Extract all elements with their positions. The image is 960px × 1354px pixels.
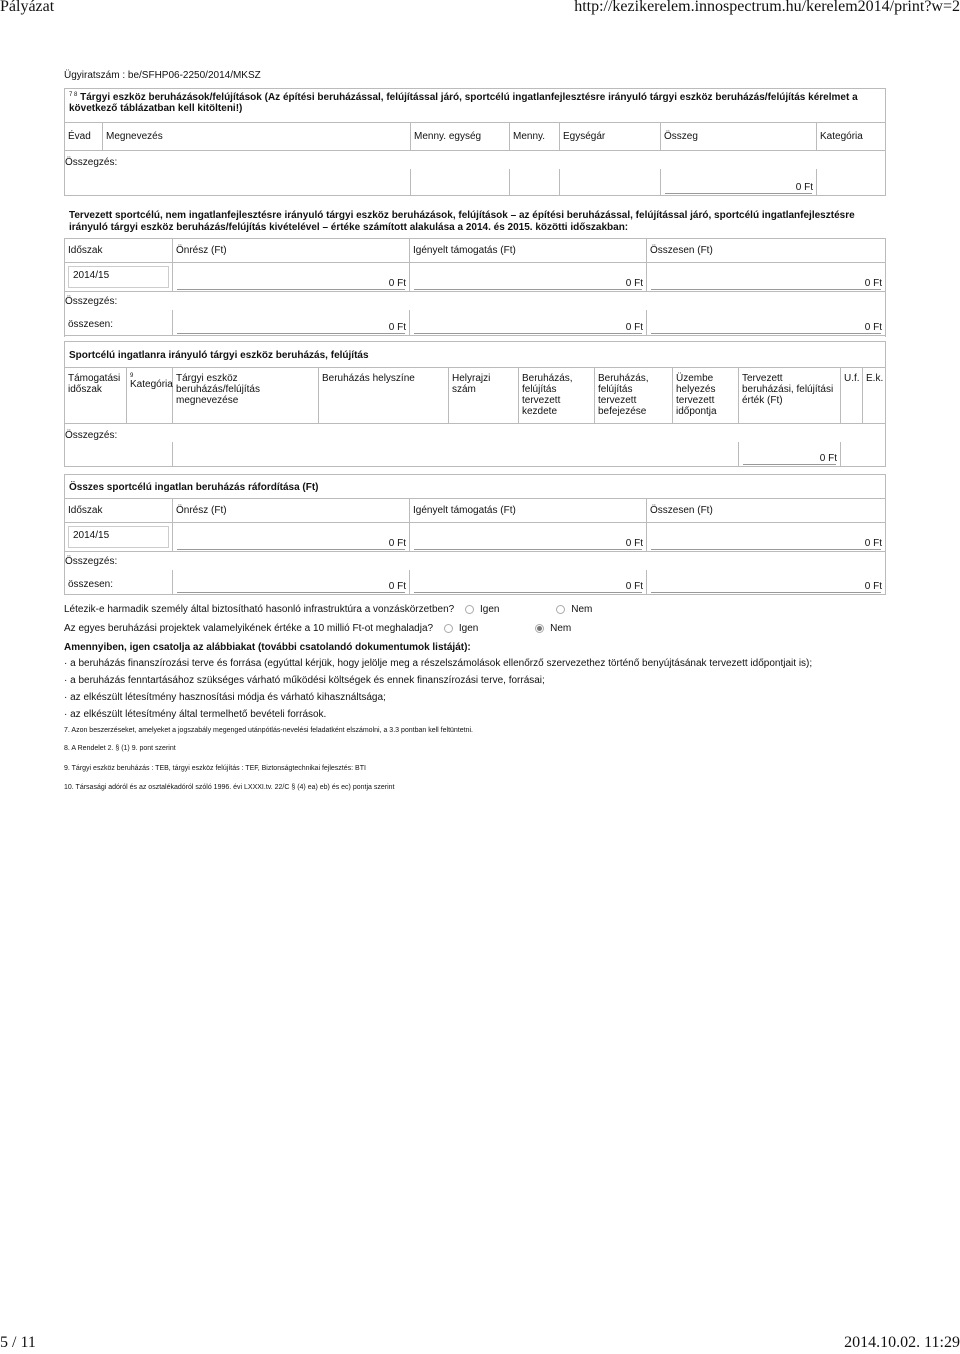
col-header: Beruházás helyszíne [319,368,449,423]
section2-title: Tervezett sportcélú, nem ingatlanfejlesztésre irányuló tárgyi eszköz beruházások, felújítások – az építési beruházással, felújítással járó, sportcélú ingatlanfejlesztésre irányuló tárgyi eszköz beruházás/felújítás kivételével – értéke számított alakulása a 2014. és 2015. közötti időszakban: [69,210,855,233]
col-header: E.k. [866,373,884,384]
own-total: 0 Ft [388,581,406,592]
period-input[interactable]: 2014/15 [68,266,169,288]
own-total: 0 Ft [388,322,406,333]
col-header: Beruházás, felújítás tervezett kezdete [519,368,595,423]
col-header: Üzembe helyezés tervezett időpontja [673,368,739,423]
summary-value: 0 Ft [819,453,837,464]
col-header: Megnevezés [103,123,411,150]
own-value: 0 Ft [388,538,406,549]
page-number: 5 / 11 [0,1334,36,1351]
col-header-category: 9 Kategória [127,368,173,423]
summary-value: 0 Ft [795,182,813,193]
col-header: Időszak [65,499,173,522]
col-header: Tárgyi eszköz beruházás/felújítás megnevezése [173,368,319,423]
total-value: 0 Ft [864,538,882,549]
radio-yes[interactable] [465,605,474,614]
file-number: Ügyiratszám : be/SFHP06-2250/2014/MKSZ [64,70,261,81]
col-header: Kategória [820,131,863,142]
col-header: Évad [65,123,103,150]
grand-total: 0 Ft [864,322,882,333]
requested-value: 0 Ft [625,278,643,289]
attachment-item: · a beruházás finanszírozási terve és forrása (egyúttal kérjük, hogy jelölje meg a részelszámolások ellenőrző szervezethez történő benyújtásának tervezett időpontjait is); [64,658,813,669]
question-infrastructure: Létezik-e harmadik személy által biztosítható hasonló infrastruktúra a vonzáskörzetben? Igen Nem [64,604,593,615]
col-header: Igényelt támogatás (Ft) [410,499,647,522]
section-title: Összes sportcélú ingatlan beruházás ráfordítása (Ft) [69,482,319,493]
requested-value: 0 Ft [625,538,643,549]
own-value: 0 Ft [388,278,406,289]
section-title: Sportcélú ingatlanra irányuló tárgyi eszköz beruházás, felújítás [69,350,369,361]
footnote: 9. Tárgyi eszköz beruházás : TEB, tárgyi eszköz felújítás : TEF, Biztonságtechnikai fejlesztés: BTI [64,765,366,772]
col-header: Menny. [510,123,560,150]
summary-label: Összegzés: [65,430,118,441]
col-header: Igényelt támogatás (Ft) [410,239,647,262]
col-header: Összesen (Ft) [650,505,713,516]
print-date: 2014.10.02. 11:29 [844,1334,960,1351]
attachment-item: · a beruházás fenntartásához szükséges várható működési költségek és ennek finanszírozási terve, forrásai; [64,675,545,686]
footnote: 8. A Rendelet 2. § (1) 9. pont szerint [64,745,176,752]
col-header: Támogatási időszak [65,368,127,423]
summary-sum [661,169,817,195]
requested-total: 0 Ft [625,581,643,592]
footnote: 7. Azon beszerzéseket, amelyeket a jogszabály megenged utánpótlás-nevelési feladatként elszámolni, a 3.3 pontban kell feltüntetni. [64,727,473,734]
radio-no[interactable] [535,624,544,633]
header-title: Pályázat [0,0,55,15]
requested-total: 0 Ft [625,322,643,333]
header-url: http://kezikerelem.innospectrum.hu/kerelem2014/print?w=2 [574,0,960,15]
grand-total: 0 Ft [864,581,882,592]
total-label: összesen: [65,310,173,335]
footnote-ref: 7 8 [69,92,78,98]
question-project-value: Az egyes beruházási projektek valamelyikének értéke a 10 millió Ft-ot meghaladja? Igen Nem [64,623,572,634]
equipment-section [64,88,886,196]
radio-no[interactable] [556,605,565,614]
summary-label: Összegzés: [65,556,118,567]
attachments-title: Amennyiben, igen csatolja az alábbiakat (további csatolandó dokumentumok listáját): [64,642,471,653]
summary-label: Összegzés: [65,296,118,307]
col-header: Helyrajzi szám [449,368,519,423]
attachment-item: · az elkészült létesítmény által termelhető bevételi források. [64,709,327,720]
period-input[interactable]: 2014/15 [68,526,169,548]
footnote: 10. Társasági adóról és az osztalékadóról szóló 1996. évi LXXXI.tv. 22/C § (4) ea) eb) és ec) pontja szerint [64,784,395,791]
property-section [64,341,886,467]
total-property-section [64,474,886,595]
col-header: Menny. egység [411,123,510,150]
period-table [64,238,886,337]
section-title: Tárgyi eszköz beruházások/felújítások (Az építési beruházással, felújítással járó, sportcélú ingatlanfejlesztésre irányuló tárgyi eszköz beruházás/felújítás kérelmet a következő táblázatban kell kitölteni!) [69,92,858,114]
summary-label: Összegzés: [65,157,118,168]
col-header: Önrész (Ft) [173,499,410,522]
col-header: Tervezett beruházási, felújítási érték (Ft) [739,368,841,423]
total-label: összesen: [65,570,173,594]
attachment-item: · az elkészült létesítmény hasznosítási módja és várható kihasználtsága; [64,692,386,703]
radio-yes[interactable] [444,624,453,633]
col-header: Egységár [560,123,661,150]
col-header: Összesen (Ft) [650,245,713,256]
col-header: Időszak [65,239,173,262]
footnote-ref: 9 [130,373,134,379]
col-header: Összeg [661,123,817,150]
col-header: U.f. [841,368,863,423]
col-header: Önrész (Ft) [173,239,410,262]
col-header: Beruházás, felújítás tervezett befejezése [595,368,673,423]
total-value: 0 Ft [864,278,882,289]
